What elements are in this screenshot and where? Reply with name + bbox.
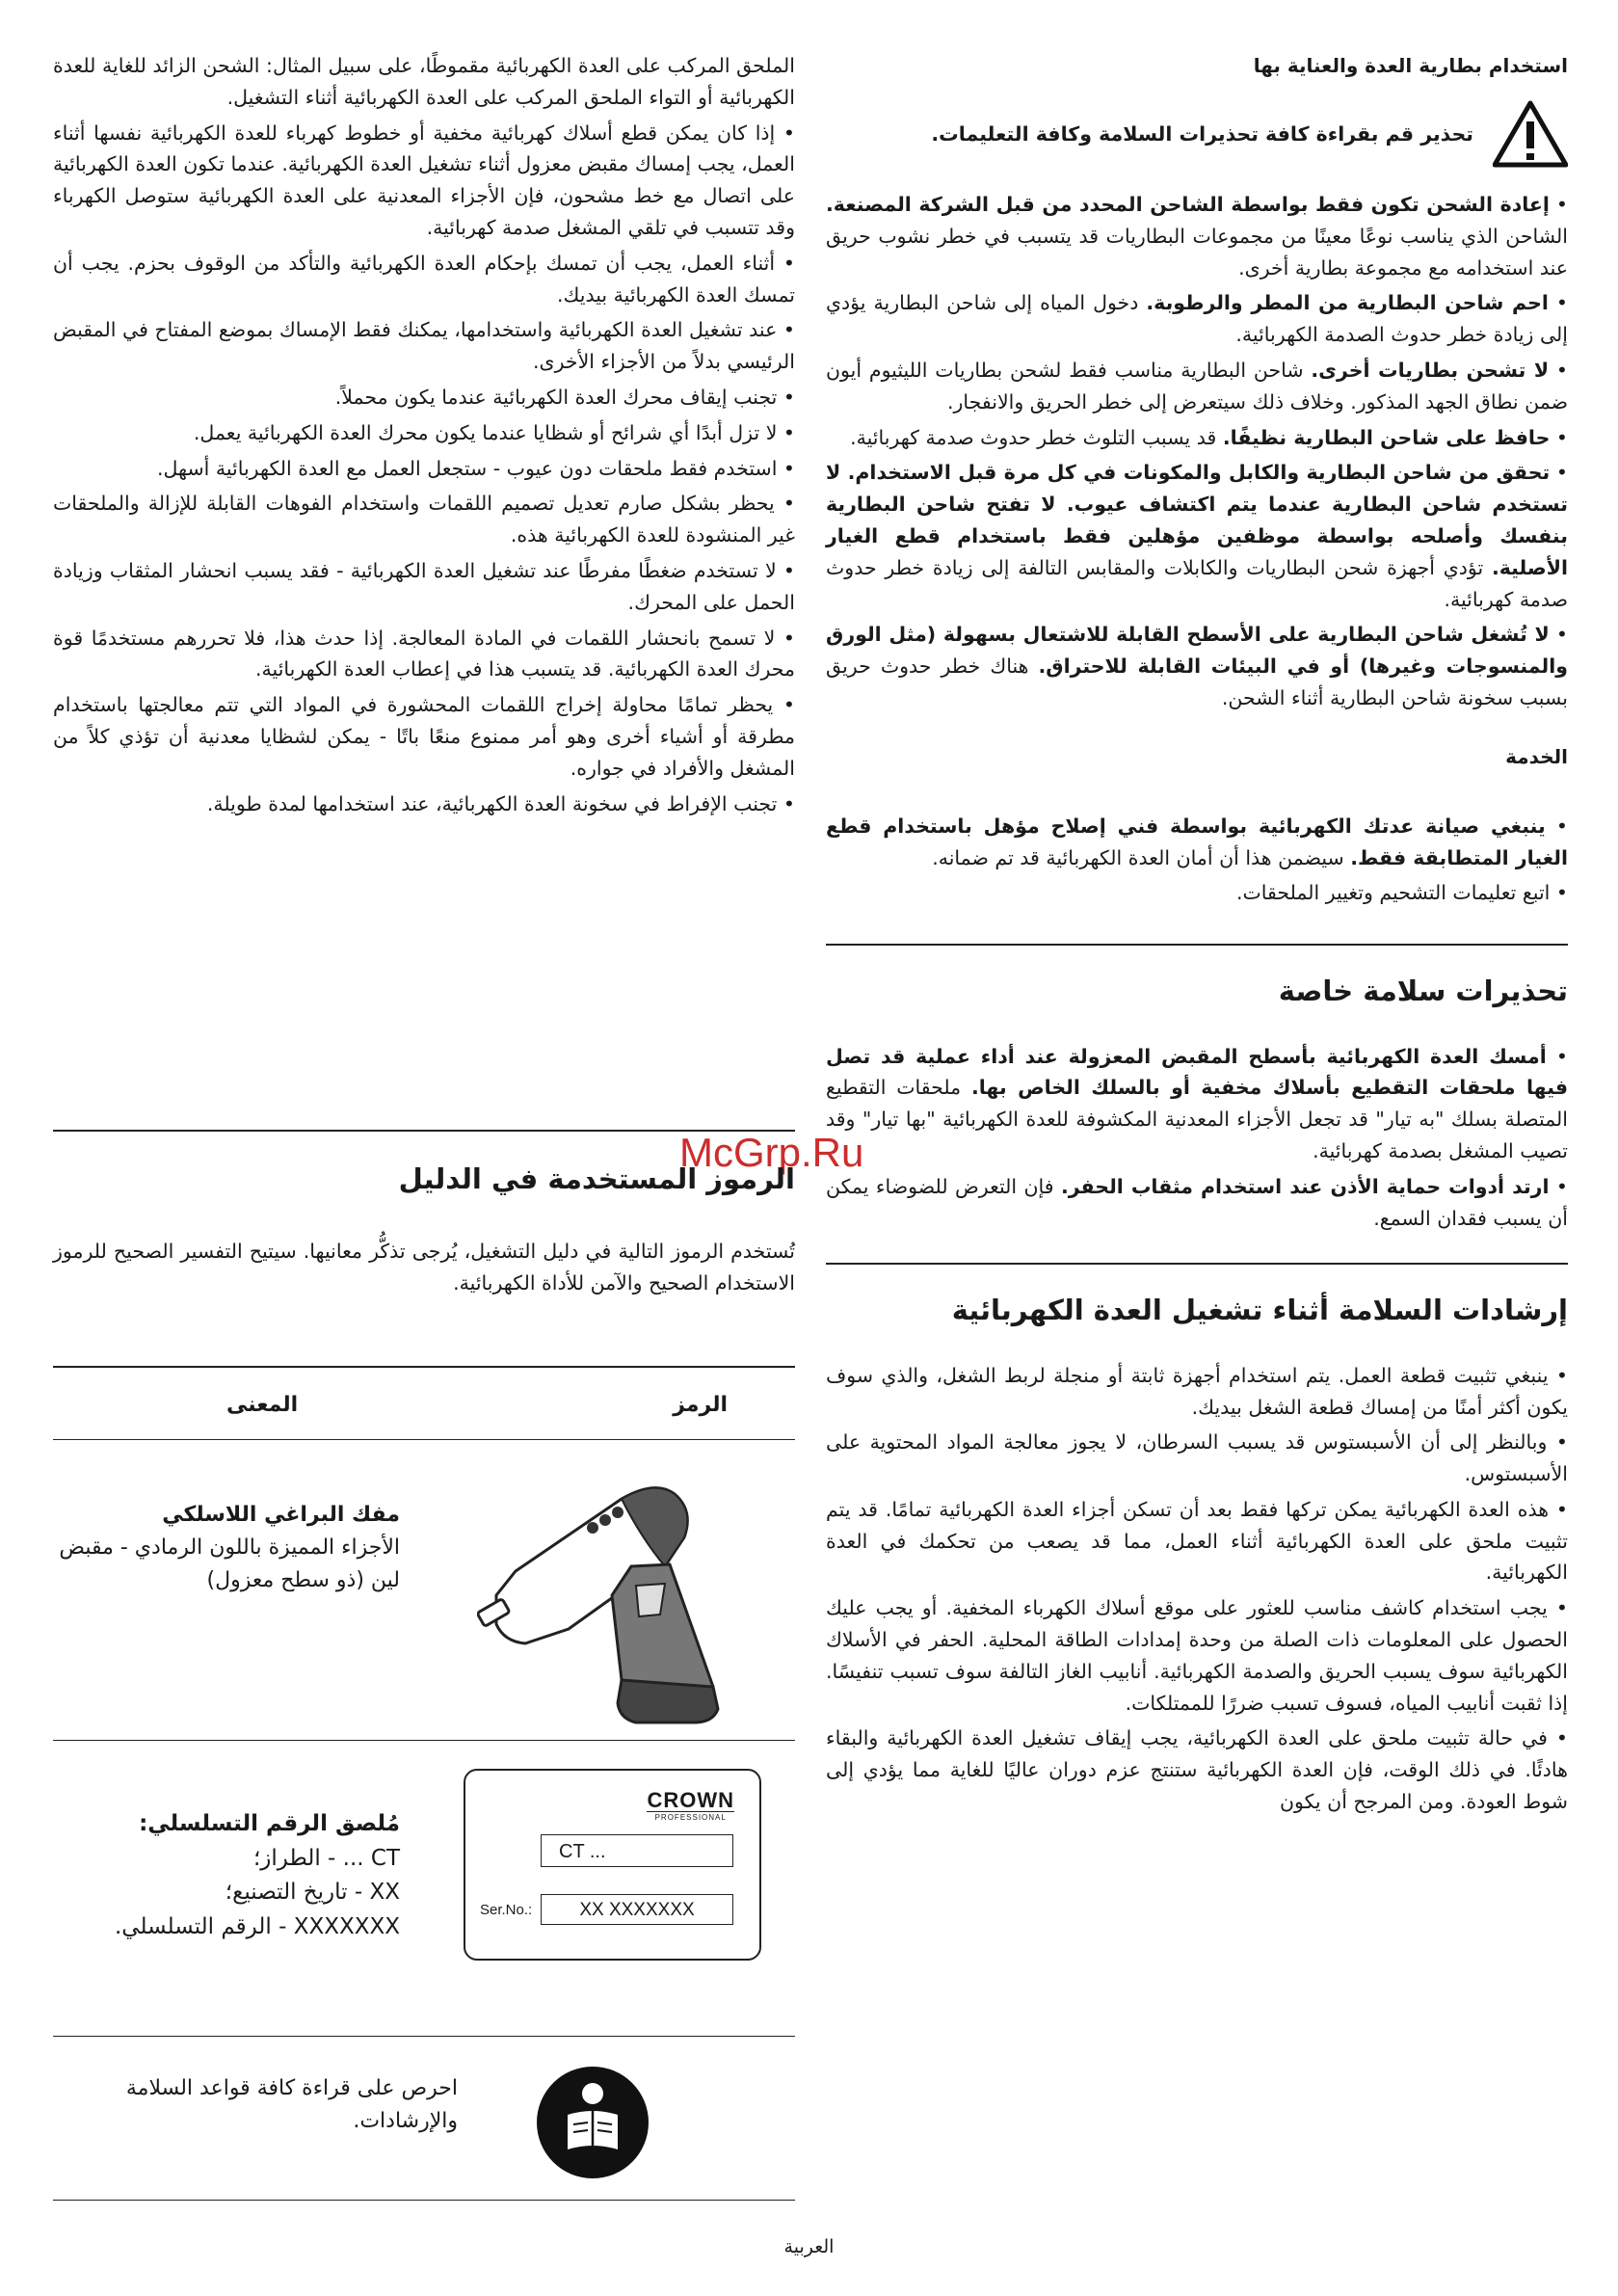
col-symbol-header: الرمز	[673, 1393, 728, 1417]
table-header-rule	[53, 1439, 795, 1440]
symbols-table	[53, 1366, 795, 2224]
special-heading: تحذيرات سلامة خاصة	[1278, 974, 1568, 1008]
bullet-flammable: • لا تُشغل شاحن البطارية على الأسطح القابلة للاشتعال بسهولة (مثل الورق والمنسوجات وغيرها) أو في البيئات القابلة للاحتراق. هناك خطر حدوث حريق بسبب سخونة شاحن البطارية أثناء الشحن.	[826, 623, 1569, 709]
table-row	[53, 2045, 795, 2209]
list-item: • إذا كان يمكن قطع أسلاك كهربائية مخفية أو خطوط كهرباء للعدة الكهربائية نفسها أثناء العمل، يجب إمساك مقبض معزول أثناء تشغيل العدة الكهربائية. عندما تكون العدة الكهربائية على اتصال مع خط مشحون، فإن الأجزاء المعدنية على العدة الكهربائية ستوصل الكهرباء وقد تتسبب في تلقي المشغل صدمة كهربائية.	[53, 120, 795, 239]
battery-warning	[826, 100, 1568, 168]
battery-warning-text: تحذير قم بقراءة كافة تحذيرات السلامة وكافة التعليمات.	[931, 121, 1473, 146]
list-item: • لا تزل أبدًا أي شرائح أو شظايا عندما يكون محرك العدة الكهربائية يعمل.	[193, 420, 795, 444]
list-item: • أثناء العمل، يجب أن تمسك بإحكام العدة الكهربائية والتأكد من الوقوف بحزم. يجب أن تمسك العدة الكهربائية بيديك.	[53, 251, 795, 307]
cordless-screwdriver-icon	[477, 1451, 756, 1730]
list-item: • لا تسمح بانحشار اللقمات في المادة المعالجة. إذا حدث هذا، فلا تحررهم مستخدمًا قوة محرك العدة الكهربائية. قد يتسبب هذا في إعطاب العدة الكهربائية.	[53, 626, 795, 681]
row3-meaning: احرص على قراءة كافة قواعد السلامة والإرشادات.	[125, 2076, 458, 2134]
divider	[826, 944, 1568, 946]
page-footer-language: العربية	[783, 2236, 835, 2257]
warning-triangle-icon	[1493, 100, 1568, 168]
battery-heading: استخدام بطارية العدة والعناية بها	[1253, 54, 1568, 77]
bullet-ear-protection: • ارتد أدوات حماية الأذن عند استخدام مثقاب الحفر. فإن التعرض للضوضاء يمكن أن يسبب فقدان السمع.	[826, 1174, 1568, 1230]
right-column	[826, 50, 1568, 1822]
bullet-asbestos: • وبالنظر إلى أن الأسبستوس قد يسبب السرطان، لا يجوز معالجة المواد المحتوية على الأسبستوس.	[826, 1430, 1568, 1486]
label-model-field: CT ...	[541, 1834, 733, 1867]
serial-number-label	[464, 1769, 761, 1961]
watermark: McGrp.Ru	[679, 1130, 864, 1175]
table-header	[53, 1393, 795, 1417]
row2-meaning	[53, 1807, 400, 1945]
list-item: • تجنب إيقاف محرك العدة الكهربائية عندما يكون محملاً.	[334, 385, 795, 409]
row-rule	[53, 2036, 795, 2037]
bullet-insulated-grip: • أمسك العدة الكهربائية بأسطح المقبض المعزولة عند أداء عملية قد تصل فيها ملحقات التقطيع بأسلاك مخفية أو بالسلك الخاص بها. ملحقات التقطيع المتصلة بسلك "به تيار" قد تجعل الأجزاء المعدنية المكشوفة للعدة الكهربائية "بها تيار" وقد تصيب المشغل بصدمة كهربائية.	[826, 1044, 1569, 1162]
read-manual-icon	[535, 2065, 650, 2180]
list-item: • يحظر تمامًا محاولة إخراج اللقمات المحشورة في المواد التي تتم معالجتها باستخدام مطرقة أو أشياء أخرى وهو أمر ممنوع منعًا باتًا - يمكن لشظايا معدنية أن تؤذي كلاً من المشغل والأفراد في جواره.	[53, 693, 796, 780]
service-heading: الخدمة	[1505, 744, 1568, 768]
bullet-charger-only: • إعادة الشحن تكون فقط بواسطة الشاحن المحدد من قبل الشركة المصنعة. الشاحن الذي يناسب نوعًا معينًا من مجموعات البطاريات قد يتسبب في خطر نشوب حريق عند استخدامه مع مجموعة بطارية أخرى.	[826, 193, 1568, 280]
bullet-lubrication: • اتبع تعليمات التشحيم وتغيير الملحقات.	[1235, 881, 1568, 905]
list-item: • يحظر بشكل صارم تعديل تصميم اللقمات واستخدام الفوهات القابلة للإزالة والملحقات غير المنشودة للعدة الكهربائية هذه.	[53, 492, 796, 547]
list-item: • تجنب الإفراط في سخونة العدة الكهربائية، عند استخدامها لمدة طويلة.	[206, 791, 795, 815]
symbols-heading: الرموز المستخدمة في الدليل	[398, 1162, 795, 1195]
bullet-wait-stop: • هذه العدة الكهربائية يمكن تركها فقط بعد أن تسكن أجزاء العدة الكهربائية تمامًا. قد يتم تثبيت ملحق على العدة الكهربائية أثناء العمل، مما قد يصعب من تحكمك في العدة الكهربائية.	[826, 1497, 1569, 1585]
row2-line: XXXXXXX - الرقم التسلسلي.	[114, 1913, 400, 1939]
list-item: • استخدم فقط ملحقات دون عيوب - ستجعل العمل مع العدة الكهربائية أسهل.	[156, 456, 795, 480]
list-item: • عند تشغيل العدة الكهربائية واستخدامها، يمكنك فقط الإمساك بموضع المفتاح في المقبض الرئيسي بدلاً من الأجزاء الأخرى.	[53, 318, 796, 374]
row1-meaning	[53, 1499, 400, 1597]
bullet-keep-clean: • حافظ على شاحن البطارية نظيفًا. قد يسبب التلوث خطر حدوث صدمة كهربائية.	[850, 425, 1568, 449]
bullet-protect-rain: • احم شاحن البطارية من المطر والرطوبة. دخول المياه إلى شاحن البطارية يؤدي إلى زيادة خطر حدوث الصدمة الكهربائية.	[826, 291, 1568, 347]
divider	[826, 1263, 1568, 1265]
operate-heading: إرشادات السلامة أثناء تشغيل العدة الكهربائية	[951, 1294, 1568, 1327]
bullet-jammed-accessory: • في حالة تثبيت ملحق على العدة الكهربائية، يجب إيقاف تشغيل العدة الكهربائية والبقاء هادئًا. في ذلك الوقت، فإن العدة الكهربائية ستنتج عزم دوران عاليًا للغاية مما يؤدي إلى شوط العودة. ومن المرجح أن يكون	[826, 1726, 1569, 1814]
col-meaning-header: المعنى	[226, 1393, 299, 1417]
crown-logo: CROWN PROFESSIONAL	[647, 1788, 734, 1822]
row1-desc: الأجزاء المميزة باللون الرمادي - مقبض لين (ذو سطح معزول)	[59, 1535, 400, 1593]
bullet-no-other-batteries: • لا تشحن بطاريات أخرى. شاحن البطارية مناسب فقط لشحن بطاريات الليثيوم أيون ضمن نطاق الجهد المذكور. وخلاف ذلك سيتعرض إلى خطر الحريق والانفجار.	[826, 358, 1569, 414]
row2-title: مُلصق الرقم التسلسلي:	[139, 1811, 400, 1836]
label-serial-caption: Ser.No.:	[480, 1902, 533, 1918]
symbols-intro: تُستخدم الرموز التالية في دليل التشغيل، يُرجى تذكُّر معانيها. سيتيح التفسير الصحيح للرموز الاستخدام الصحيح والآمن للأداة الكهربائية.	[53, 1240, 795, 1295]
bullet-service: • ينبغي صيانة عدتك الكهربائية بواسطة فني إصلاح مؤهل باستخدام قطع الغيار المتطابقة فقط. سيضمن هذا أن أمان العدة الكهربائية قد تم ضمانه.	[826, 814, 1569, 869]
label-serial-field: XX XXXXXXX	[541, 1894, 733, 1925]
symbols-section	[53, 1157, 795, 1303]
row-rule	[53, 1740, 795, 1741]
row2-line: XX - تاريخ التصنيع؛	[225, 1880, 400, 1906]
bullet-detector: • يجب استخدام كاشف مناسب للعثور على موقع أسلاك الكهرباء المخفية. أو يجب عليك الحصول على المعلومات ذات الصلة من وحدة إمدادات الطاقة المحلية. الحفر في الأسلاك الكهربائية سوف يسبب الحريق والصدمة الكهربائية. أنابيب الغاز التالفة سوف تسبب تنفيسًا. إذا ثقبت أنابيب المياه، فسوف تسبب ضررًا للممتلكات.	[826, 1596, 1568, 1715]
bullet-inspect: • تحقق من شاحن البطارية والكابل والمكونات في كل مرة قبل الاستخدام. لا تستخدم شاحن البطارية عندما يتم اكتشاف عيوب. لا تفتح شاحن البطارية بنفسك وأصلحه بواسطة موظفين مؤهلين فقط باستخدام قطع الغيار الأصلية. تؤدي أجهزة شحن البطاريات والكابلات والمقابس التالفة إلى زيادة خطر حدوث صدمة كهربائية.	[826, 461, 1569, 611]
list-item: • لا تستخدم ضغطًا مفرطًا عند تشغيل العدة الكهربائية - فقد يسبب انحشار المثقاب وزيادة الحمل على المحرك.	[53, 558, 795, 614]
left-column	[53, 50, 795, 1091]
paragraph-continued: الملحق المركب على العدة الكهربائية مقموطًا، على سبيل المثال: الشحن الزائد للغاية للعدة الكهربائية أو التواء الملحق المركب على العدة الكهربائية أثناء التشغيل.	[53, 54, 795, 109]
row1-title: مفك البراغي اللاسلكي	[162, 1503, 400, 1527]
table-top-rule	[53, 1366, 795, 1368]
table-row	[53, 1451, 795, 1740]
bullet-secure-workpiece: • ينبغي تثبيت قطعة العمل. يتم استخدام أجهزة ثابتة أو منجلة لربط الشغل، والذي سوف يكون أكثر أمنًا من إمساك قطعة الشغل بيديك.	[826, 1363, 1569, 1419]
row2-line: CT ... - الطراز؛	[252, 1845, 400, 1871]
table-bottom-rule	[53, 2200, 795, 2201]
table-row	[53, 1751, 795, 2031]
